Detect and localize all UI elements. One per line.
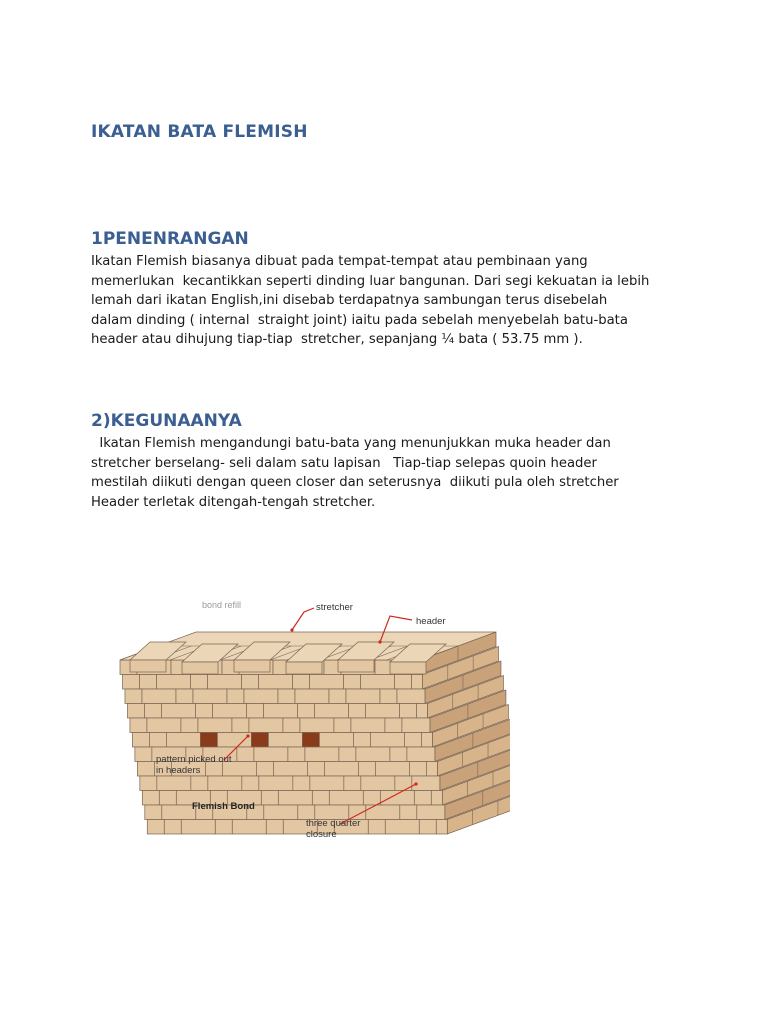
header-brick — [191, 776, 208, 791]
stretcher-brick — [142, 689, 176, 704]
header-brick — [385, 718, 402, 733]
header-brick — [409, 762, 426, 777]
stretcher-brick — [132, 733, 149, 748]
header-brick — [334, 718, 351, 733]
header-brick — [181, 718, 198, 733]
stretcher-brick — [346, 689, 380, 704]
paragraph-line: header atau dihujung tiap-tiap stretcher, sepanjang ¼ bata ( 53.75 mm ). — [91, 332, 583, 347]
header-brick — [348, 704, 365, 719]
header-brick — [176, 689, 193, 704]
header-brick — [380, 689, 397, 704]
paragraph-line: dalam dinding ( internal straight joint) iaitu pada sebelah menyebelah batu-bata — [91, 312, 628, 328]
header-brick — [256, 762, 273, 777]
header-brick — [241, 675, 258, 690]
header-brick — [232, 718, 249, 733]
stretcher-brick — [314, 704, 348, 719]
header-brick — [251, 733, 268, 748]
label-closure-line2: closure — [306, 829, 337, 840]
stretcher-brick — [122, 675, 139, 690]
paragraph-line: Ikatan Flemish biasanya dibuat pada tempat-tempat atau pembinaan yang — [91, 254, 588, 269]
header-brick — [164, 820, 181, 835]
stretcher-brick — [356, 747, 390, 762]
stretcher-brick — [360, 675, 394, 690]
header-brick — [200, 733, 217, 748]
stretcher-brick — [258, 675, 292, 690]
stretcher-brick — [365, 704, 399, 719]
label-stretcher: stretcher — [316, 602, 353, 613]
header-brick — [312, 791, 329, 806]
header-brick — [358, 762, 375, 777]
header-brick — [227, 689, 244, 704]
flemish-bond-illustration — [100, 588, 510, 848]
stretcher-brick — [156, 675, 190, 690]
header-brick — [195, 704, 212, 719]
section-penerangan — [91, 228, 691, 350]
header-brick — [363, 791, 380, 806]
stretcher-brick — [329, 791, 363, 806]
stretcher-brick — [181, 820, 215, 835]
stretcher-brick — [259, 776, 293, 791]
stretcher-brick — [278, 791, 312, 806]
stretcher-brick — [421, 733, 432, 748]
header-brick — [288, 747, 305, 762]
stretcher-brick — [217, 733, 251, 748]
header-brick — [278, 689, 295, 704]
paragraph-line: Header terletak ditengah-tengah stretcher. — [91, 494, 376, 510]
brick-wall — [120, 632, 510, 834]
header-brick — [339, 747, 356, 762]
header-brick — [144, 704, 161, 719]
header-brick — [145, 805, 162, 820]
stretcher-brick — [147, 820, 164, 835]
top-step-brick-face — [234, 660, 270, 672]
stretcher-brick — [426, 762, 437, 777]
header-brick — [135, 747, 152, 762]
paragraph-line: lemah dari ikatan English,ini disebab terdapatnya sambungan terus disebelah — [91, 293, 608, 308]
header-brick — [414, 791, 431, 806]
stretcher-brick — [431, 791, 442, 806]
stretcher-brick — [375, 762, 409, 777]
stretcher-brick — [249, 718, 283, 733]
header-brick — [293, 776, 310, 791]
header-brick — [261, 791, 278, 806]
leader-line — [292, 608, 314, 630]
stretcher-brick — [254, 747, 288, 762]
header-brick — [149, 733, 166, 748]
stretcher-brick — [380, 791, 414, 806]
stretcher-brick — [324, 762, 358, 777]
stretcher-brick — [166, 733, 200, 748]
paragraph-line: memerlukan kecantikkan seperti dinding luar bangunan. Dari segi kekuatan ia lebih — [91, 273, 650, 289]
header-brick — [302, 733, 319, 748]
stretcher-brick — [407, 747, 435, 762]
header-brick — [297, 704, 314, 719]
top-step-brick-face — [130, 660, 166, 672]
label-header: header — [416, 616, 446, 627]
header-brick — [130, 718, 147, 733]
stretcher-brick — [416, 704, 427, 719]
stretcher-brick — [300, 718, 334, 733]
top-step-brick-face — [338, 660, 374, 672]
label-closure-line1: three quarter — [306, 818, 361, 829]
header-brick — [139, 675, 156, 690]
stretcher-brick — [244, 689, 278, 704]
header-brick — [404, 733, 421, 748]
stretcher-brick — [162, 805, 196, 820]
stretcher-brick — [263, 704, 297, 719]
header-brick — [368, 820, 385, 835]
header-brick — [242, 776, 259, 791]
header-brick — [390, 747, 407, 762]
stretcher-brick — [157, 776, 191, 791]
header-brick — [394, 675, 411, 690]
stretcher-brick — [361, 776, 395, 791]
stretcher-brick — [310, 776, 344, 791]
stretcher-brick — [370, 733, 404, 748]
stretcher-brick — [198, 718, 232, 733]
header-brick — [329, 689, 346, 704]
header-brick — [246, 704, 263, 719]
header-brick — [419, 820, 436, 835]
top-step-brick-face — [390, 662, 426, 674]
stretcher-brick — [295, 689, 329, 704]
header-brick — [215, 820, 232, 835]
paragraph-line: mestilah diikuti dengan queen closer dan seterusnya diikuti pula oleh stretcher — [91, 475, 619, 490]
header-brick — [344, 776, 361, 791]
header-brick — [190, 675, 207, 690]
leader-arrowhead — [414, 782, 417, 785]
stretcher-brick — [268, 733, 302, 748]
leader-arrowhead — [246, 734, 249, 737]
stretcher-brick — [207, 675, 241, 690]
stretcher-brick — [264, 805, 298, 820]
header-brick — [400, 805, 417, 820]
header-brick — [266, 820, 283, 835]
header-brick — [307, 762, 324, 777]
paragraph-line: Ikatan Flemish mengandungi batu-bata yang menunjukkan muka header dan — [91, 436, 611, 451]
section-heading: 2)KEGUNAANYA — [91, 411, 242, 431]
stretcher-brick — [273, 762, 307, 777]
stretcher-brick — [402, 718, 430, 733]
stretcher-brick — [305, 747, 339, 762]
label-bonder: bond refill — [202, 600, 242, 610]
stretcher-brick — [309, 675, 343, 690]
stretcher-brick — [147, 718, 181, 733]
header-brick — [353, 733, 370, 748]
label-pattern-line1: pattern picked out — [156, 754, 232, 765]
header-brick — [237, 747, 254, 762]
header-brick — [159, 791, 176, 806]
flemish-bond-figure — [100, 588, 510, 848]
section-body — [91, 434, 691, 512]
stretcher-brick — [417, 805, 445, 820]
paragraph-line: stretcher berselang- seli dalam satu lapisan Tiap-tiap selepas quoin header — [91, 455, 597, 471]
section-kegunaanya — [91, 410, 691, 512]
stretcher-brick — [142, 791, 159, 806]
section-heading: 1PENENRANGAN — [91, 229, 249, 249]
stretcher-brick — [436, 820, 447, 835]
header-brick — [292, 675, 309, 690]
stretcher-brick — [212, 704, 246, 719]
header-brick — [283, 718, 300, 733]
stretcher-brick — [161, 704, 195, 719]
header-brick — [125, 689, 142, 704]
stretcher-brick — [385, 820, 419, 835]
top-step-brick-face — [286, 662, 322, 674]
header-brick — [140, 776, 157, 791]
stretcher-brick — [319, 733, 353, 748]
stretcher-brick — [193, 689, 227, 704]
stretcher-brick — [397, 689, 425, 704]
document-title: IKATAN BATA FLEMISH — [91, 122, 308, 142]
header-brick — [395, 776, 412, 791]
stretcher-brick — [232, 820, 266, 835]
header-brick — [343, 675, 360, 690]
stretcher-brick — [411, 675, 422, 690]
leader-arrowhead — [290, 628, 293, 631]
top-step-brick-face — [182, 662, 218, 674]
header-brick — [399, 704, 416, 719]
stretcher-brick — [208, 776, 242, 791]
stretcher-brick — [137, 762, 154, 777]
stretcher-brick — [351, 718, 385, 733]
stretcher-brick — [127, 704, 144, 719]
section-body — [91, 252, 691, 350]
label-pattern-line2: in headers — [156, 765, 201, 776]
leader-arrowhead — [378, 640, 381, 643]
figure-caption: Flemish Bond — [192, 801, 255, 812]
